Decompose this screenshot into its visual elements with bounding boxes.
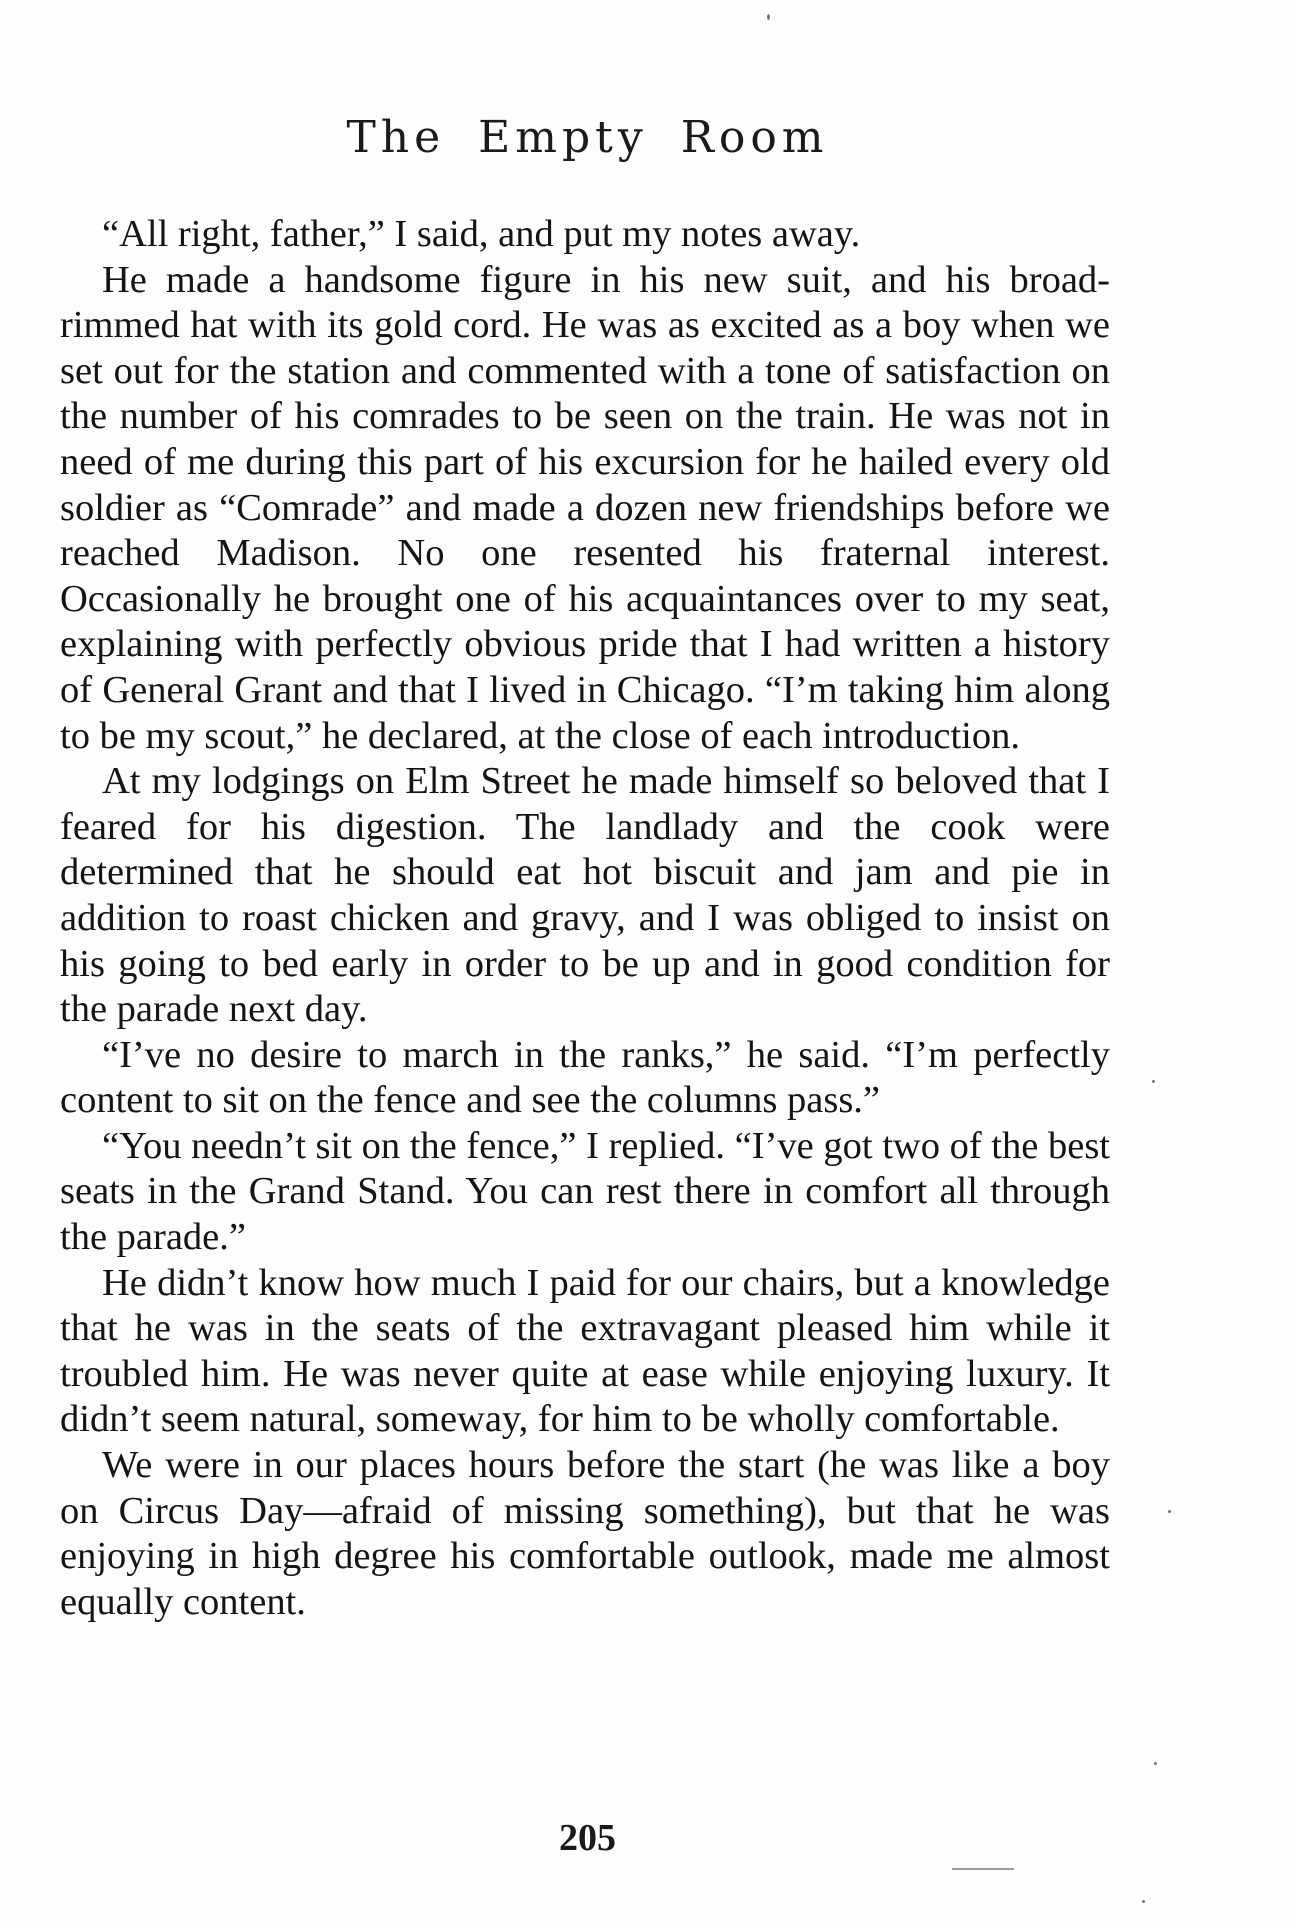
print-speck — [767, 14, 770, 20]
paragraph-5: “You needn’t sit on the fence,” I replied. “I’ve got two of the best seats in the Grand Stand. You can rest there in comfort all through the parade.” — [60, 1124, 1110, 1259]
print-speck — [1168, 1510, 1171, 1513]
page-number: 205 — [559, 1817, 616, 1859]
running-head: The Empty Room — [346, 112, 829, 163]
paragraph-3: At my lodgings on Elm Street he made himself so beloved that I feared for his digestion. The landlady and the cook were determined that he should eat hot biscuit and jam and pie in addition to roast chicken and gravy, and I was obliged to insist on his going to bed early in order to be up and in good condition for the parade next day. — [60, 760, 1110, 1031]
print-speck — [1152, 1080, 1155, 1083]
paragraph-7: We were in our places hours before the start (he was like a boy on Circus Day—afraid of missing something), but that he was enjoying in high degree his comfortable outlook, made me almost equally content. — [60, 1444, 1110, 1623]
paragraph-1: “All right, father,” I said, and put my notes away. — [102, 213, 861, 255]
paragraph-2: He made a handsome figure in his new suit, and his broad-rimmed hat with its gold cord. He was as excited as a boy when we set out for the station and commented with a tone of satisfaction on the number of his comrades to be seen on the train. He was not in need of me during this part of his excursion for he hailed every old soldier as “Comrade” and made a dozen new friendships before we reached Madison. No one resented his fraternal interest. Occasionally he brought one of his acquaintances over to my seat, explaining with perfectly obvious pride that I had written a history of General Grant and that I lived in Chicago. “I’m taking him along to be my scout,” he declared, at the close of each introduction. — [60, 258, 1110, 757]
print-mark — [952, 1868, 1014, 1870]
print-speck — [1142, 1900, 1145, 1903]
print-speck — [1154, 1762, 1157, 1765]
paragraph-6: He didn’t know how much I paid for our chairs, but a knowledge that he was in the seats of the extravagant pleased him while it troubled him. He was never quite at ease while enjoying luxury. It didn’t seem natural, someway, for him to be wholly comfortable. — [60, 1261, 1110, 1441]
body-text — [60, 212, 1110, 1625]
paragraph-4: “I’ve no desire to march in the ranks,” he said. “I’m perfectly content to sit on the fence and see the columns pass.” — [60, 1033, 1110, 1122]
